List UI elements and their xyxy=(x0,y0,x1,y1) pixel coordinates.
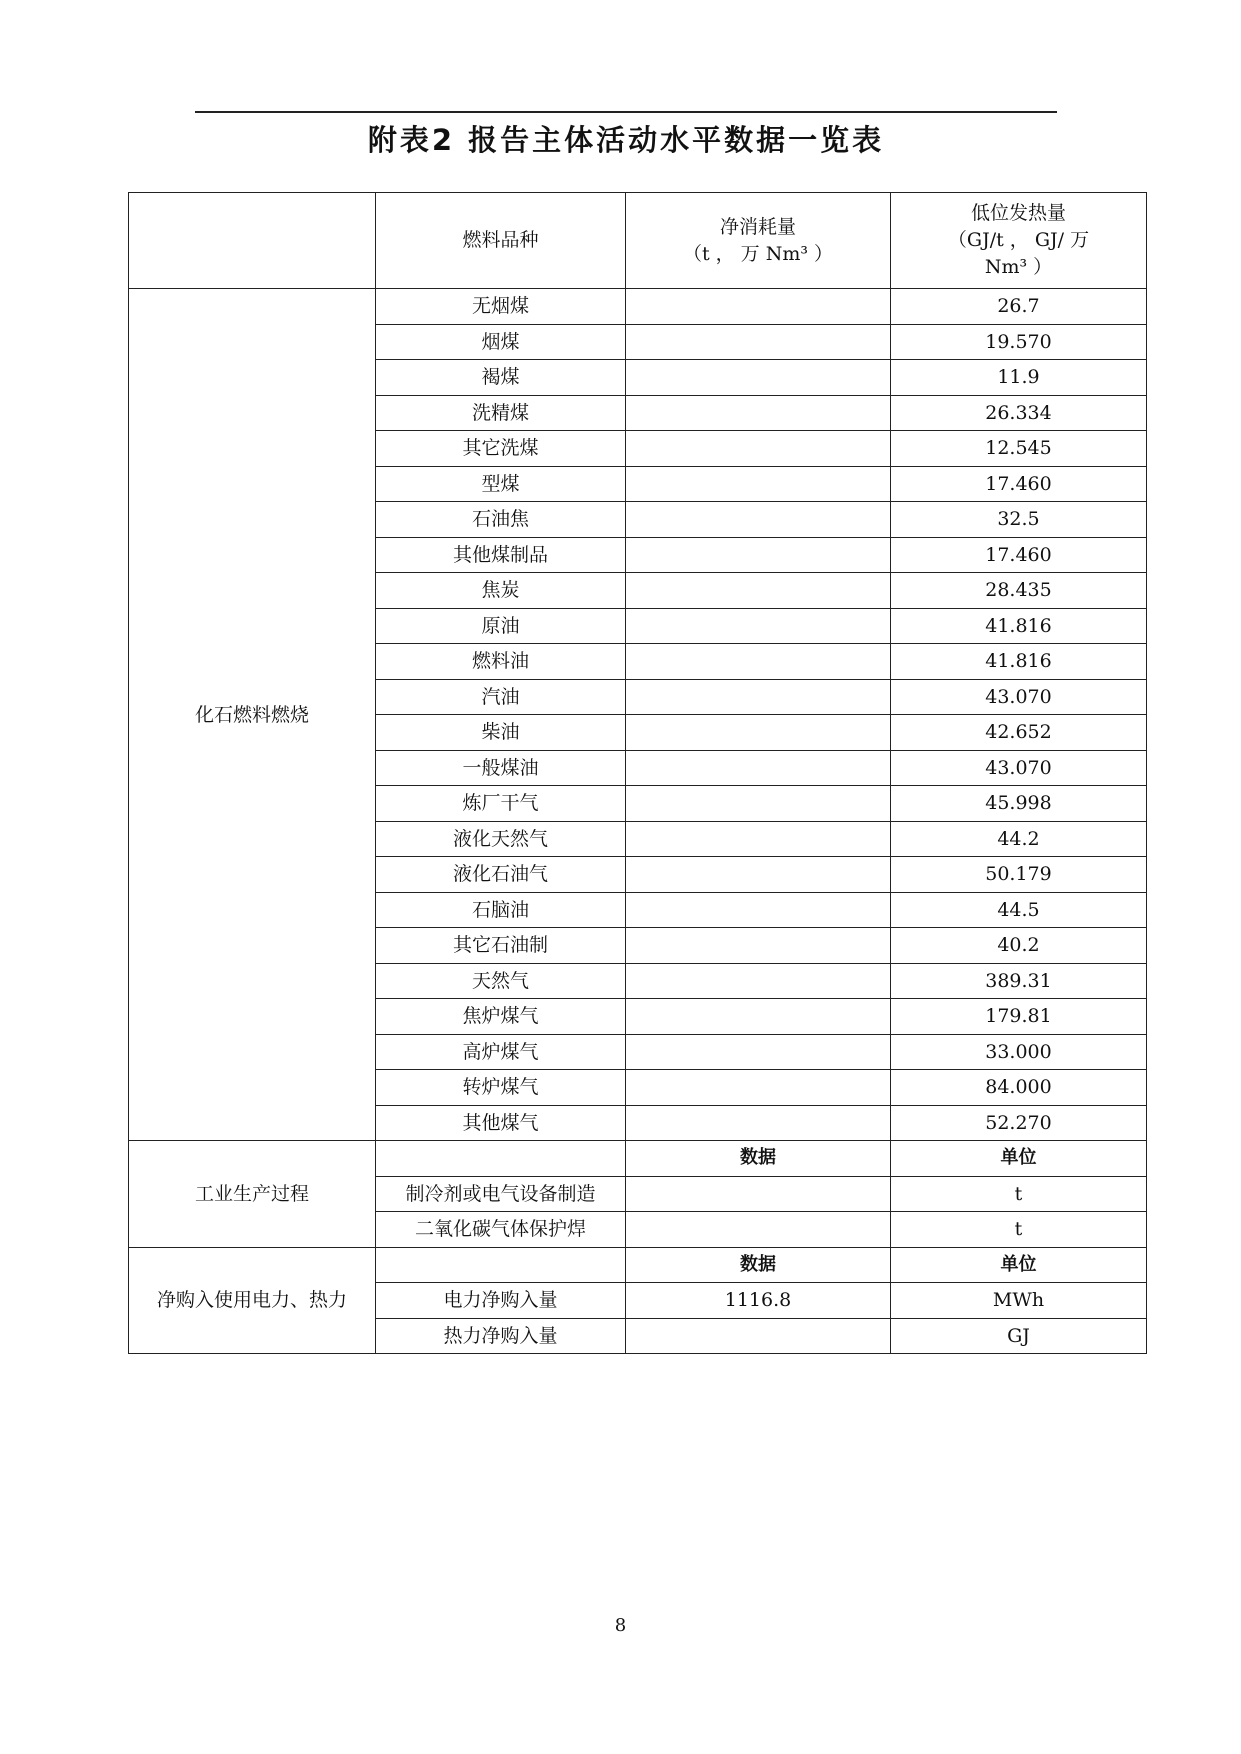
subheader-unit: 单位 xyxy=(891,1141,1147,1177)
fuel-net-consumption xyxy=(626,537,891,573)
table-header-row xyxy=(129,193,1147,289)
purchased-subheader-row xyxy=(129,1247,1147,1283)
fuel-net-calorific-value: 17.460 xyxy=(891,466,1147,502)
fuel-name: 原油 xyxy=(376,608,626,644)
fuel-net-consumption xyxy=(626,502,891,538)
header-fuel-type: 燃料品种 xyxy=(376,193,626,289)
fuel-net-calorific-value: 28.435 xyxy=(891,573,1147,609)
fuel-name: 液化天然气 xyxy=(376,821,626,857)
fuel-net-calorific-value: 41.816 xyxy=(891,608,1147,644)
fuel-name: 炼厂干气 xyxy=(376,786,626,822)
fuel-name: 汽油 xyxy=(376,679,626,715)
fuel-net-consumption xyxy=(626,431,891,467)
fuel-net-consumption xyxy=(626,715,891,751)
fuel-name: 洗精煤 xyxy=(376,395,626,431)
fuel-net-consumption xyxy=(626,786,891,822)
fuel-net-consumption xyxy=(626,1034,891,1070)
fuel-net-calorific-value: 26.334 xyxy=(891,395,1147,431)
fuel-name: 柴油 xyxy=(376,715,626,751)
fuel-net-consumption xyxy=(626,324,891,360)
item-unit: GJ xyxy=(891,1318,1147,1354)
fuel-name: 其它石油制 xyxy=(376,928,626,964)
fuel-net-calorific-value: 389.31 xyxy=(891,963,1147,999)
subheader-data: 数据 xyxy=(626,1141,891,1177)
fuel-name: 天然气 xyxy=(376,963,626,999)
fuel-name: 无烟煤 xyxy=(376,289,626,325)
fuel-name: 烟煤 xyxy=(376,324,626,360)
fuel-name: 一般煤油 xyxy=(376,750,626,786)
fuel-name: 焦炭 xyxy=(376,573,626,609)
activity-data-table xyxy=(128,192,1147,1354)
fuel-net-calorific-value: 26.7 xyxy=(891,289,1147,325)
fuel-net-consumption xyxy=(626,892,891,928)
item-unit: t xyxy=(891,1212,1147,1248)
fuel-net-calorific-value: 43.070 xyxy=(891,750,1147,786)
fuel-net-consumption xyxy=(626,1105,891,1141)
item-data xyxy=(626,1176,891,1212)
fuel-net-calorific-value: 44.5 xyxy=(891,892,1147,928)
item-name: 制冷剂或电气设备制造 xyxy=(376,1176,626,1212)
fuel-name: 高炉煤气 xyxy=(376,1034,626,1070)
subheader-data: 数据 xyxy=(626,1247,891,1283)
fuel-net-calorific-value: 84.000 xyxy=(891,1070,1147,1106)
item-data: 1116.8 xyxy=(626,1283,891,1319)
fuel-name: 转炉煤气 xyxy=(376,1070,626,1106)
fuel-net-consumption xyxy=(626,360,891,396)
fuel-name: 其他煤气 xyxy=(376,1105,626,1141)
fuel-net-consumption xyxy=(626,466,891,502)
fuel-name: 液化石油气 xyxy=(376,857,626,893)
item-data xyxy=(626,1212,891,1248)
fuel-net-calorific-value: 12.545 xyxy=(891,431,1147,467)
fuel-net-consumption xyxy=(626,608,891,644)
item-name: 二氧化碳气体保护焊 xyxy=(376,1212,626,1248)
fuel-net-consumption xyxy=(626,963,891,999)
fuel-name: 石脑油 xyxy=(376,892,626,928)
item-unit: MWh xyxy=(891,1283,1147,1319)
fuel-net-calorific-value: 33.000 xyxy=(891,1034,1147,1070)
industrial-subheader-row xyxy=(129,1141,1147,1177)
item-name: 电力净购入量 xyxy=(376,1283,626,1319)
fuel-net-consumption xyxy=(626,644,891,680)
fuel-net-consumption xyxy=(626,679,891,715)
document-title: 附表2 报告主体活动水平数据一览表 xyxy=(367,123,885,157)
fuel-net-calorific-value: 42.652 xyxy=(891,715,1147,751)
fuel-name: 型煤 xyxy=(376,466,626,502)
fuel-net-consumption xyxy=(626,289,891,325)
fuel-net-consumption xyxy=(626,750,891,786)
fuel-net-calorific-value: 41.816 xyxy=(891,644,1147,680)
fuel-net-calorific-value: 19.570 xyxy=(891,324,1147,360)
fuel-net-calorific-value: 45.998 xyxy=(891,786,1147,822)
fuel-net-calorific-value: 44.2 xyxy=(891,821,1147,857)
fuel-net-consumption xyxy=(626,999,891,1035)
category-purchased-electricity-heat: 净购入使用电力、热力 xyxy=(129,1247,376,1354)
header-blank-cell xyxy=(129,193,376,289)
fuel-net-calorific-value: 52.270 xyxy=(891,1105,1147,1141)
fuel-name: 褐煤 xyxy=(376,360,626,396)
fuel-net-calorific-value: 179.81 xyxy=(891,999,1147,1035)
fuel-net-calorific-value: 40.2 xyxy=(891,928,1147,964)
fuel-net-calorific-value: 17.460 xyxy=(891,537,1147,573)
fuel-net-consumption xyxy=(626,821,891,857)
item-data xyxy=(626,1318,891,1354)
header-net-calorific-value: 低位发热量 （GJ/t ， GJ/ 万 Nm³ ） xyxy=(891,193,1147,289)
fuel-row xyxy=(129,289,1147,325)
fuel-net-consumption xyxy=(626,1070,891,1106)
fuel-net-calorific-value: 43.070 xyxy=(891,679,1147,715)
fuel-net-consumption xyxy=(626,928,891,964)
fuel-name: 其它洗煤 xyxy=(376,431,626,467)
subheader-blank-cell xyxy=(376,1247,626,1283)
item-unit: t xyxy=(891,1176,1147,1212)
fuel-name: 石油焦 xyxy=(376,502,626,538)
subheader-unit: 单位 xyxy=(891,1247,1147,1283)
fuel-net-consumption xyxy=(626,857,891,893)
fuel-name: 焦炉煤气 xyxy=(376,999,626,1035)
category-fossil-fuel-combustion: 化石燃料燃烧 xyxy=(129,289,376,1141)
fuel-net-consumption xyxy=(626,395,891,431)
fuel-name: 燃料油 xyxy=(376,644,626,680)
header-net-consumption: 净消耗量 （t ， 万 Nm³ ） xyxy=(626,193,891,289)
fuel-name: 其他煤制品 xyxy=(376,537,626,573)
page-number: 8 xyxy=(614,1615,627,1636)
fuel-net-consumption xyxy=(626,573,891,609)
category-industrial-process: 工业生产过程 xyxy=(129,1141,376,1248)
item-name: 热力净购入量 xyxy=(376,1318,626,1354)
subheader-blank-cell xyxy=(376,1141,626,1177)
fuel-net-calorific-value: 32.5 xyxy=(891,502,1147,538)
fuel-net-calorific-value: 11.9 xyxy=(891,360,1147,396)
fuel-net-calorific-value: 50.179 xyxy=(891,857,1147,893)
top-rule xyxy=(195,111,1057,113)
